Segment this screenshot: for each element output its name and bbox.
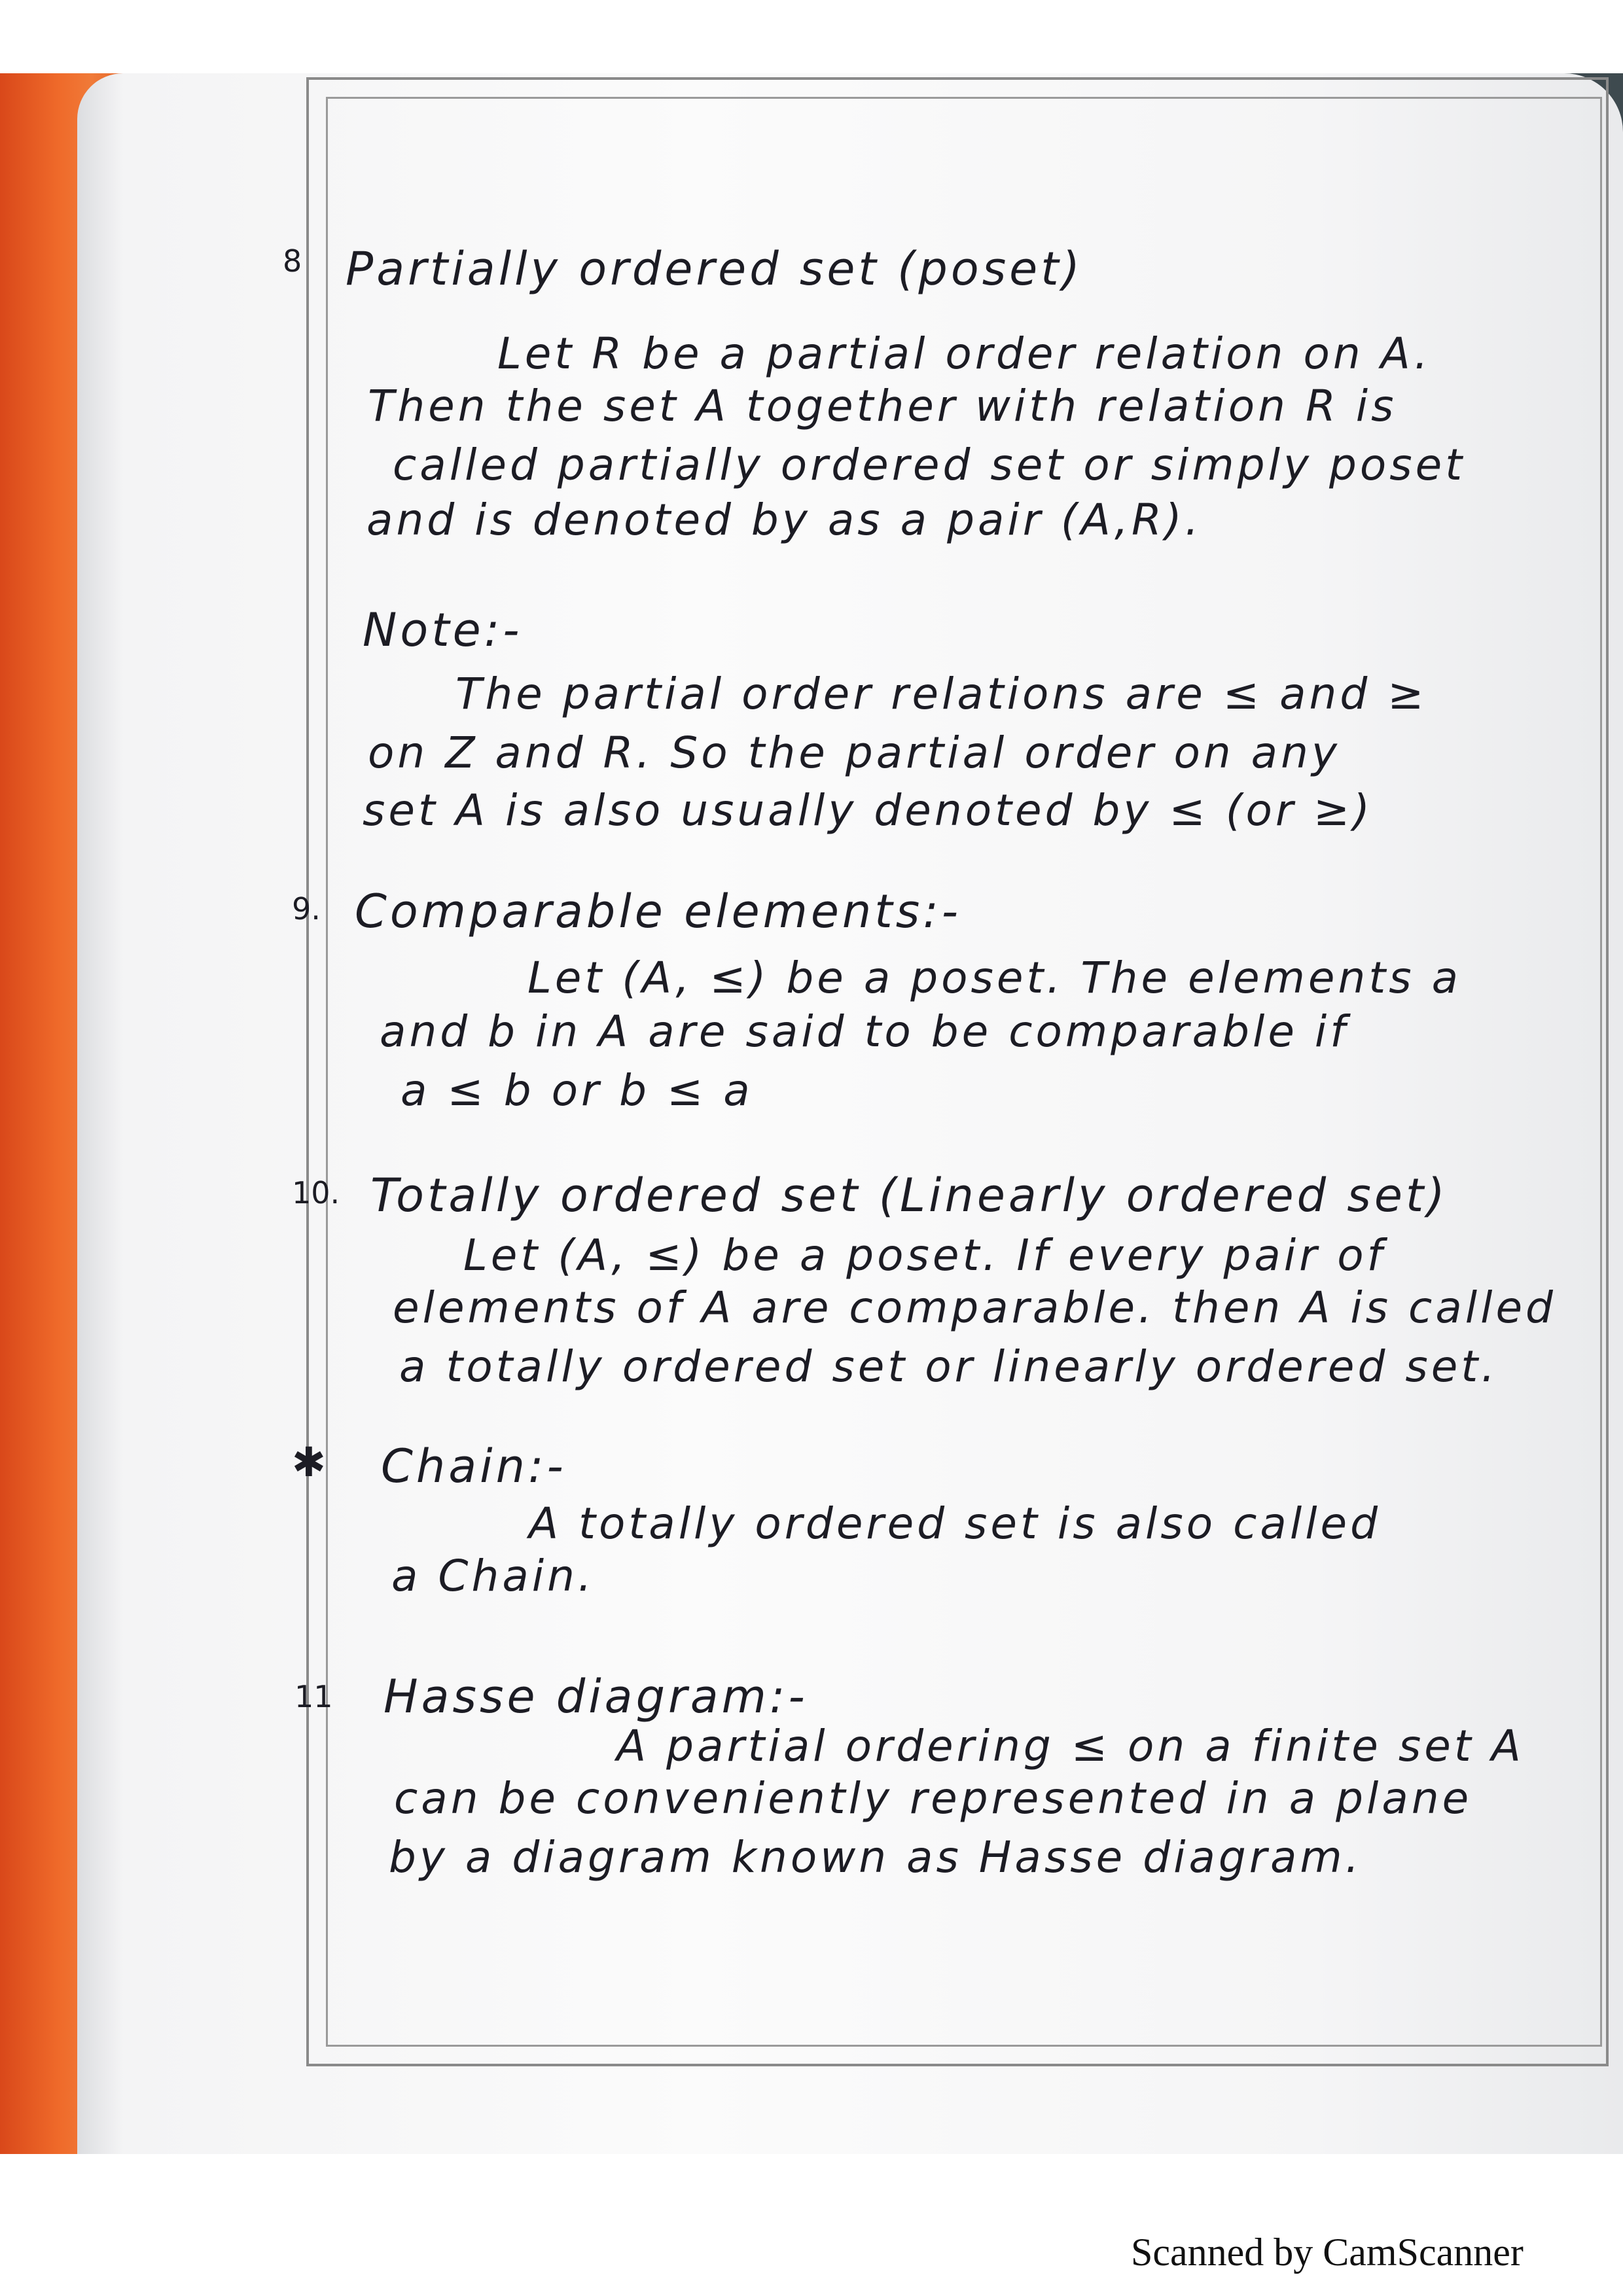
section-number: 10. [292, 1175, 340, 1210]
section-title: Partially ordered set (poset) [346, 242, 1083, 296]
section-title: Comparable elements:- [355, 885, 962, 938]
section-number: 11 [294, 1679, 333, 1714]
text-line: and b in A are said to be comparable if [380, 1006, 1349, 1057]
text-line: by a diagram known as Hasse diagram. [389, 1832, 1363, 1882]
text-line: Let (A, ≤) be a poset. The elements a [527, 953, 1462, 1003]
text-line: and is denoted by as a pair (A,R). [366, 495, 1202, 545]
section-number: 9. [292, 891, 321, 927]
section-title: Note:- [363, 603, 523, 657]
text-line: called partially ordered set or simply poset [393, 440, 1466, 490]
text-line: can be conveniently represented in a plane [394, 1773, 1472, 1824]
text-line: A partial ordering ≤ on a finite set A [616, 1721, 1524, 1771]
text-line: elements of A are comparable. then A is called [393, 1282, 1556, 1333]
text-line: Then the set A together with relation R is [368, 381, 1397, 431]
text-line: Let R be a partial order relation on A. [497, 328, 1432, 379]
section-number: 8 [283, 243, 302, 279]
section-title: Totally ordered set (Linearly ordered set) [370, 1169, 1448, 1222]
text-line: a totally ordered set or linearly ordered set. [399, 1341, 1499, 1392]
star-icon: ✱ [292, 1438, 326, 1486]
text-line: a Chain. [391, 1551, 595, 1601]
text-line: on Z and R. So the partial order on any [368, 728, 1340, 778]
text-line: a ≤ b or b ≤ a [401, 1065, 753, 1116]
text-line: Let (A, ≤) be a poset. If every pair of [463, 1230, 1385, 1280]
text-line: set A is also usually denoted by ≤ (or ≥) [363, 785, 1373, 836]
text-line: A totally ordered set is also called [529, 1498, 1382, 1549]
scanner-watermark: Scanned by CamScanner [1131, 2231, 1524, 2274]
section-title: Chain:- [381, 1439, 567, 1493]
section-title: Hasse diagram:- [383, 1670, 808, 1723]
text-line: The partial order relations are ≤ and ≥ [455, 669, 1427, 719]
